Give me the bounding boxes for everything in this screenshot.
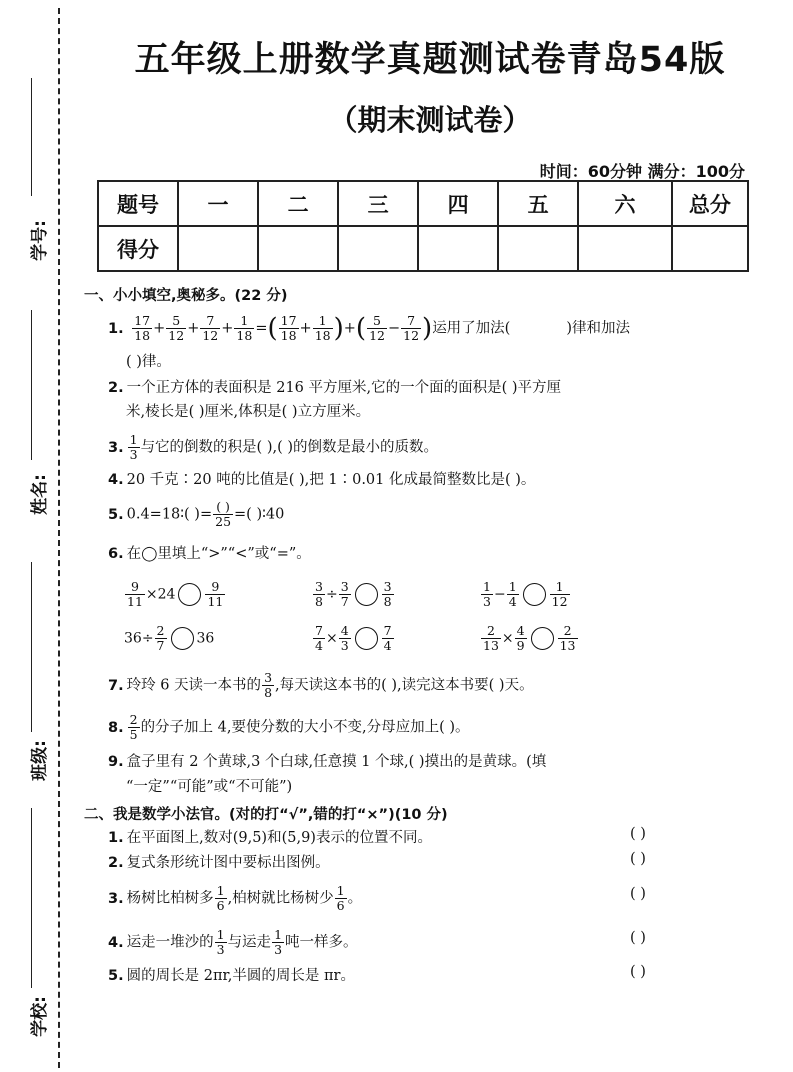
table-cell: 题号: [98, 181, 178, 226]
compare-circle[interactable]: [355, 627, 378, 650]
judge-answer-box[interactable]: ( ): [630, 826, 646, 842]
compare-item-5: $\frac{7}{4}$ × $\frac{4}{3}$ $\frac{7}{4}$: [315, 623, 392, 653]
score-cell[interactable]: [178, 226, 258, 271]
table-cell: 六: [578, 181, 672, 226]
compare-circle[interactable]: [531, 627, 554, 650]
question-3: 3. $\frac{1}{3}$ 与它的倒数的积是( ),( )的倒数是最小的质数。: [108, 432, 439, 462]
fraction: $\frac{1}{6}$: [216, 883, 225, 913]
fraction: $\frac{7}{12}$: [403, 313, 420, 343]
score-cell[interactable]: [338, 226, 418, 271]
fraction: $\frac{7}{12}$: [202, 313, 219, 343]
table-cell: 总分: [672, 181, 748, 226]
table-row: [98, 226, 748, 271]
student-id-label: 学号:: [29, 220, 50, 261]
compare-circle[interactable]: [355, 583, 378, 606]
page-subtitle: （期末测试卷）: [328, 103, 532, 137]
name-line: [31, 310, 32, 460]
table-cell: 三: [338, 181, 418, 226]
fraction: $\frac{1}{3}$: [216, 927, 225, 957]
fraction: $\frac{1}{18}$: [236, 313, 253, 343]
class-label: 班级:: [29, 740, 50, 781]
fraction: $\frac{5}{12}$: [369, 313, 385, 343]
question-1: 1. $\frac{17}{18}$ + $\frac{5}{12}$ + $\frac{7}{12}$ + $\frac{1}{18}$ =( $\frac{17}{18}$ + $\frac{1}{18}$ )+( $\frac{5}{12}$ − $\frac{7}{12}$ )运用了加法( )律和加法: [108, 313, 631, 344]
compare-item-2: $\frac{3}{8}$ ÷ $\frac{3}{7}$ $\frac{3}{8}$: [315, 579, 392, 609]
compare-circle[interactable]: [171, 627, 194, 650]
fraction: $\frac{17}{18}$: [134, 313, 151, 343]
fraction: $\frac{( )}{25}$: [215, 499, 232, 529]
question-1-line2: ( )律。: [126, 354, 171, 370]
table-cell: 四: [418, 181, 498, 226]
table-cell: 二: [258, 181, 338, 226]
score-table: [97, 180, 749, 272]
time-score-info: 时间：60分钟 满分：100分: [539, 162, 745, 181]
judge-answer-box[interactable]: ( ): [630, 851, 646, 867]
section1-heading: 一、小小填空,奥秘多。(22 分): [84, 288, 288, 304]
question-9: 9. 盒子里有 2 个黄球,3 个白球,任意摸 1 个球,( )摸出的是黄球。(填: [108, 754, 547, 770]
judge-question-2: 2. 复式条形统计图中要标出图例。: [108, 855, 330, 871]
page-title: 五年级上册数学真题测试卷青岛54版: [134, 40, 726, 80]
fraction: $\frac{1}{3}$: [274, 927, 283, 957]
question-2: 2. 一个正方体的表面积是 216 平方厘米,它的一个面的面积是( )平方厘: [108, 380, 562, 396]
judge-answer-box[interactable]: ( ): [630, 930, 646, 946]
score-cell[interactable]: [672, 226, 748, 271]
section2-heading: 二、我是数学小法官。(对的打“√”,错的打“×”)(10 分): [84, 807, 448, 823]
table-cell: 得分: [98, 226, 178, 271]
compare-item-4: 36÷ $\frac{2}{7}$ 36: [124, 623, 215, 653]
question-6: 6. 在◯里填上“>”“<”或“=”。: [108, 546, 311, 562]
score-cell[interactable]: [578, 226, 672, 271]
fraction: $\frac{3}{8}$: [264, 670, 273, 700]
question-2-line2: 米,棱长是( )厘米,体积是( )立方厘米。: [126, 404, 371, 420]
binding-sidebar: [0, 0, 62, 1072]
question-9-line2: “一定”“可能”或“不可能”): [126, 779, 293, 795]
table-row: [98, 181, 748, 226]
question-5: 5. 0.4=18∶( )= $\frac{( )}{25}$ =( )∶40: [108, 499, 285, 529]
score-cell[interactable]: [258, 226, 338, 271]
question-8: 8. $\frac{2}{5}$ 的分子加上 4,要使分数的大小不变,分母应加上( )。: [108, 712, 470, 742]
fraction: $\frac{2}{5}$: [129, 712, 138, 742]
cut-line: [58, 8, 60, 1068]
school-label: 学校:: [29, 996, 50, 1037]
judge-answer-box[interactable]: ( ): [630, 964, 646, 980]
fraction: $\frac{1}{3}$: [129, 432, 138, 462]
name-label: 姓名:: [29, 474, 50, 515]
compare-circle[interactable]: [523, 583, 546, 606]
judge-question-5: 5. 圆的周长是 2πr,半圆的周长是 πr。: [108, 968, 355, 984]
judge-question-4: 4. 运走一堆沙的 $\frac{1}{3}$ 与运走 $\frac{1}{3}$ 吨一样多。: [108, 927, 358, 957]
table-cell: 一: [178, 181, 258, 226]
judge-question-1: 1. 在平面图上,数对(9,5)和(5,9)表示的位置不同。: [108, 830, 432, 846]
compare-circle[interactable]: [178, 583, 201, 606]
compare-item-6: $\frac{2}{13}$ × $\frac{4}{9}$ $\frac{2}{13}$: [483, 623, 576, 653]
school-line: [31, 808, 32, 988]
fraction: $\frac{1}{18}$: [314, 313, 331, 343]
compare-item-3: $\frac{1}{3}$ − $\frac{1}{4}$ $\frac{1}{12}$: [483, 579, 568, 609]
student-id-line: [31, 78, 32, 196]
fraction: $\frac{17}{18}$: [280, 313, 297, 343]
fraction: $\frac{1}{6}$: [336, 883, 345, 913]
judge-answer-box[interactable]: ( ): [630, 886, 646, 902]
judge-question-3: 3. 杨树比柏树多 $\frac{1}{6}$ ,柏树就比杨树少 $\frac{1}{6}$ 。: [108, 883, 363, 913]
score-cell[interactable]: [498, 226, 578, 271]
compare-item-1: $\frac{9}{11}$ ×24 $\frac{9}{11}$: [127, 579, 224, 609]
score-cell[interactable]: [418, 226, 498, 271]
fraction: $\frac{5}{12}$: [168, 313, 185, 343]
question-4: 4. 20 千克∶20 吨的比值是( ),把 1∶0.01 化成最简整数比是( )。: [108, 472, 536, 488]
table-cell: 五: [498, 181, 578, 226]
class-line: [31, 562, 32, 732]
question-7: 7. 玲玲 6 天读一本书的 $\frac{3}{8}$ ,每天读这本书的( ),读完这本书要( )天。: [108, 670, 534, 700]
